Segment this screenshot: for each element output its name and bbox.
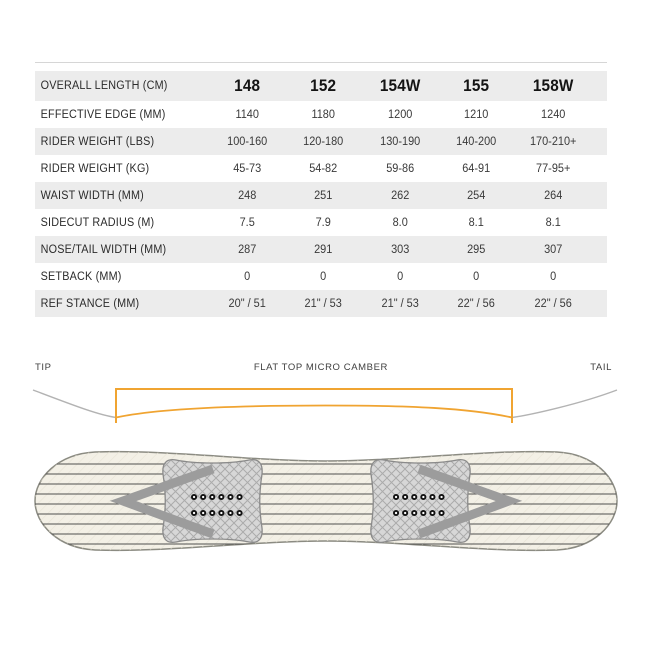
spec-value: 22" / 56	[457, 297, 496, 310]
spec-value: 21" / 53	[381, 297, 419, 310]
tail-label: TAIL	[590, 362, 612, 373]
spec-value: 0	[549, 270, 556, 283]
spec-value: 307	[543, 243, 562, 256]
rocker-line-tail	[512, 390, 617, 418]
spec-value: 7.9	[316, 216, 332, 229]
table-row-overall-length	[35, 71, 607, 101]
spec-value: 7.5	[239, 216, 255, 229]
spec-value: 0	[473, 270, 480, 283]
camber-profile-diagram	[0, 380, 650, 430]
spec-value: 251	[314, 189, 333, 202]
profile-labels	[35, 362, 612, 373]
spec-value: 140-200	[456, 135, 497, 148]
table-row-effective-edge	[35, 101, 607, 128]
table-row-rider-weight-kg	[35, 155, 607, 182]
spec-label: NOSE/TAIL WIDTH (MM)	[40, 243, 167, 256]
spec-label: RIDER WEIGHT (KG)	[40, 162, 150, 175]
table-row-waist-width	[35, 182, 607, 209]
camber-line	[116, 406, 512, 418]
spec-value: 21" / 53	[304, 297, 343, 310]
spec-value: 8.1	[468, 216, 485, 229]
spec-value: 1200	[387, 108, 413, 121]
spec-value: 1240	[540, 108, 565, 121]
spec-value: 1180	[311, 108, 336, 121]
size-column-header: 155	[463, 76, 490, 95]
spec-label: REF STANCE (MM)	[40, 297, 140, 310]
spec-label: RIDER WEIGHT (LBS)	[40, 135, 155, 148]
table-row-rider-weight-lbs	[35, 128, 607, 155]
rocker-line-tip	[33, 390, 116, 418]
spec-value: 1140	[235, 108, 259, 121]
spec-value: 254	[467, 189, 486, 202]
table-row-ref-stance	[35, 290, 607, 317]
spec-label: SETBACK (MM)	[40, 270, 122, 283]
table-row-setback	[35, 263, 607, 290]
spec-value: 0	[244, 270, 251, 283]
spec-label: SIDECUT RADIUS (M)	[40, 216, 155, 229]
size-column-header: 148	[234, 76, 261, 95]
spec-value: 64-91	[462, 162, 491, 175]
spec-value: 22" / 56	[534, 297, 572, 310]
spec-value: 295	[467, 243, 486, 256]
spec-value: 8.0	[392, 216, 408, 229]
size-column-header: 158W	[532, 76, 574, 95]
spec-table	[35, 62, 607, 317]
spec-value: 120-180	[303, 135, 344, 148]
tip-label: TIP	[35, 362, 52, 373]
table-row-sidecut-radius	[35, 209, 607, 236]
spec-value: 0	[396, 270, 404, 283]
spec-value: 100-160	[227, 135, 268, 148]
table-row-nose-tail-width	[35, 236, 607, 263]
spec-value: 287	[238, 243, 257, 256]
spec-value: 130-190	[379, 135, 421, 148]
spec-value: 77-95+	[535, 162, 570, 175]
spec-value: 291	[314, 243, 333, 256]
spec-value: 0	[320, 270, 327, 283]
spec-value: 1210	[464, 108, 489, 121]
spec-value: 248	[238, 189, 257, 202]
spec-value: 303	[390, 243, 410, 256]
snowboard-top-view	[0, 442, 650, 567]
spec-value: 20" / 51	[228, 297, 266, 310]
camber-type-label: FLAT TOP MICRO CAMBER	[253, 362, 389, 373]
spec-value: 8.1	[545, 216, 561, 229]
spec-label: EFFECTIVE EDGE (MM)	[40, 108, 166, 121]
spec-value: 54-82	[309, 162, 338, 175]
spec-value: 264	[543, 189, 562, 202]
size-column-header: 152	[310, 76, 337, 95]
size-column-header: 154W	[379, 76, 421, 95]
spec-value: 170-210+	[529, 135, 577, 148]
spec-value: 45-73	[233, 162, 262, 175]
spec-label: WAIST WIDTH (MM)	[40, 189, 144, 202]
spec-value: 59-86	[386, 162, 414, 175]
spec-label: OVERALL LENGTH (CM)	[40, 80, 168, 92]
spec-value: 262	[390, 189, 410, 202]
